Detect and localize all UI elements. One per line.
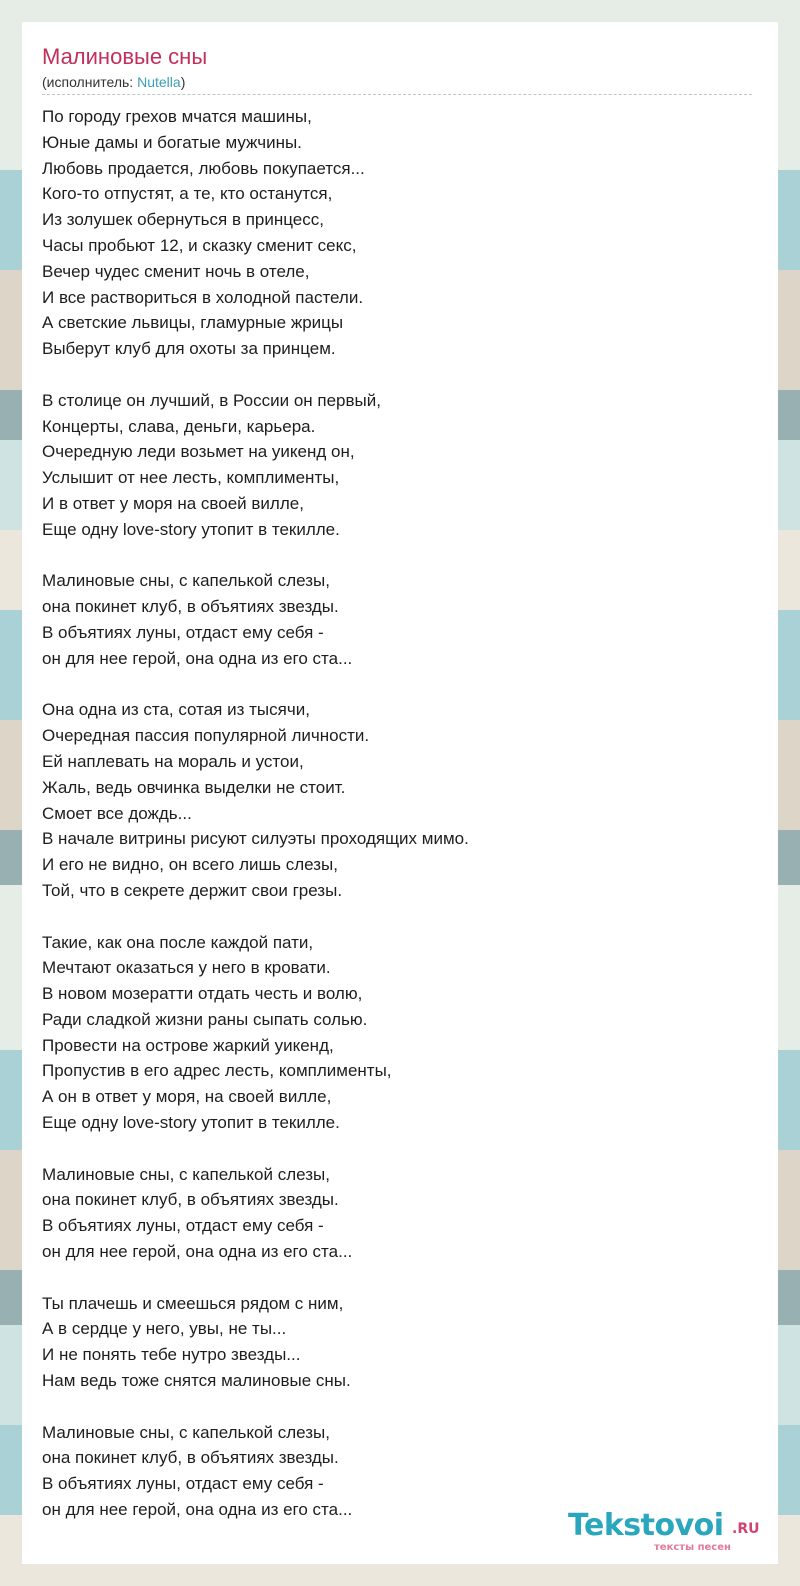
lyric-line: Услышит от нее лесть, комплименты, <box>42 468 340 488</box>
logo-tld: .RU <box>732 1521 760 1537</box>
lyric-line: В начале витрины рисуют силуэты проходящих мимо. <box>42 829 469 849</box>
site-logo[interactable] <box>568 1508 768 1564</box>
stanza-break <box>42 904 762 930</box>
lyric-line: И все раствориться в холодной пастели. <box>42 287 364 307</box>
artist-link[interactable]: Nutella <box>137 74 181 90</box>
lyric-line: Малиновые сны, с капелькой слезы, <box>42 1422 330 1442</box>
lyric-line: Ты плачешь и смеешься рядом с ним, <box>42 1293 344 1313</box>
lyric-line: он для нее герой, она одна из его ста... <box>42 1500 353 1520</box>
lyric-line: Жаль, ведь овчинка выделки не стоит. <box>42 777 346 797</box>
lyric-line: она покинет клуб, в объятиях звезды. <box>42 597 339 617</box>
title-divider <box>42 94 752 95</box>
lyric-line: А он в ответ у моря, на своей вилле, <box>42 1087 332 1107</box>
lyric-line: Концерты, слава, деньги, карьера. <box>42 416 316 436</box>
stanza-break <box>42 543 762 569</box>
lyric-line: Она одна из ста, сотая из тысячи, <box>42 700 310 720</box>
logo-wordmark: Tekstovoi <box>568 1508 724 1543</box>
lyric-line: Той, что в секрете держит свои грезы. <box>42 880 343 900</box>
lyric-line: И не понять тебе нутро звезды... <box>42 1345 301 1365</box>
lyrics-text <box>42 104 762 1523</box>
lyric-line: Выберут клуб для охоты за принцем. <box>42 339 336 359</box>
lyric-line: Кого-то отпустят, а те, кто останутся, <box>42 184 333 204</box>
lyric-line: И в ответ у моря на своей вилле, <box>42 493 304 513</box>
lyric-line: он для нее герой, она одна из его ста... <box>42 1242 353 1262</box>
lyric-line: Часы пробьют 12, и сказку сменит секс, <box>42 235 357 255</box>
lyric-line: Ей наплевать на мораль и устои, <box>42 751 304 771</box>
artist-suffix: ) <box>180 74 186 90</box>
lyric-line: Очередную леди возьмет на уикенд он, <box>42 442 355 462</box>
lyric-line: И его не видно, он всего лишь слезы, <box>42 855 338 875</box>
stanza-break <box>42 1265 762 1291</box>
lyric-line: Ради сладкой жизни раны сыпать солью. <box>42 1009 368 1029</box>
stanza-break <box>42 1136 762 1162</box>
lyric-line: Еще одну love-story утопит в текилле. <box>42 1113 340 1133</box>
song-title: Малиновые сны <box>42 44 208 69</box>
lyric-line: Из золушек обернуться в принцесс, <box>42 210 324 230</box>
lyric-line: Мечтают оказаться у него в кровати. <box>42 958 331 978</box>
lyric-line: А светские львицы, гламурные жрицы <box>42 313 344 333</box>
lyric-line: В столице он лучший, в России он первый, <box>42 390 381 410</box>
lyric-line: В объятиях луны, отдаст ему себя - <box>42 622 324 642</box>
lyric-line: А в сердце у него, увы, не ты... <box>42 1319 287 1339</box>
lyric-line: Малиновые сны, с капелькой слезы, <box>42 571 330 591</box>
lyric-line: Пропустив в его адрес лесть, комплименты, <box>42 1061 392 1081</box>
lyric-line: Любовь продается, любовь покупается... <box>42 158 365 178</box>
logo-tagline: тексты песен <box>654 1542 731 1553</box>
lyric-line: Очередная пассия популярной личности. <box>42 726 370 746</box>
lyric-line: она покинет клуб, в объятиях звезды. <box>42 1190 339 1210</box>
stanza-break <box>42 672 762 698</box>
lyric-line: Такие, как она после каждой пати, <box>42 932 314 952</box>
stanza-break <box>42 1394 762 1420</box>
lyric-line: Малиновые сны, с капелькой слезы, <box>42 1164 330 1184</box>
lyric-line: он для нее герой, она одна из его ста... <box>42 648 353 668</box>
stanza-break <box>42 362 762 388</box>
artist-prefix: (исполнитель: <box>42 74 138 90</box>
lyric-line: Провести на острове жаркий уикенд, <box>42 1035 334 1055</box>
lyric-line: В объятиях луны, отдаст ему себя - <box>42 1216 324 1236</box>
lyrics-card <box>22 22 778 1564</box>
lyric-line: В новом мозератти отдать честь и волю, <box>42 984 363 1004</box>
lyric-line: Вечер чудес сменит ночь в отеле, <box>42 261 310 281</box>
lyric-line: Юные дамы и богатые мужчины. <box>42 132 302 152</box>
lyric-line: Еще одну love-story утопит в текилле. <box>42 519 340 539</box>
lyric-line: она покинет клуб, в объятиях звезды. <box>42 1448 339 1468</box>
lyric-line: Нам ведь тоже снятся малиновые сны. <box>42 1371 351 1391</box>
lyric-line: В объятиях луны, отдаст ему себя - <box>42 1474 324 1494</box>
lyric-line: По городу грехов мчатся машины, <box>42 107 312 126</box>
lyric-line: Смоет все дождь... <box>42 803 192 823</box>
artist-line <box>42 74 185 90</box>
